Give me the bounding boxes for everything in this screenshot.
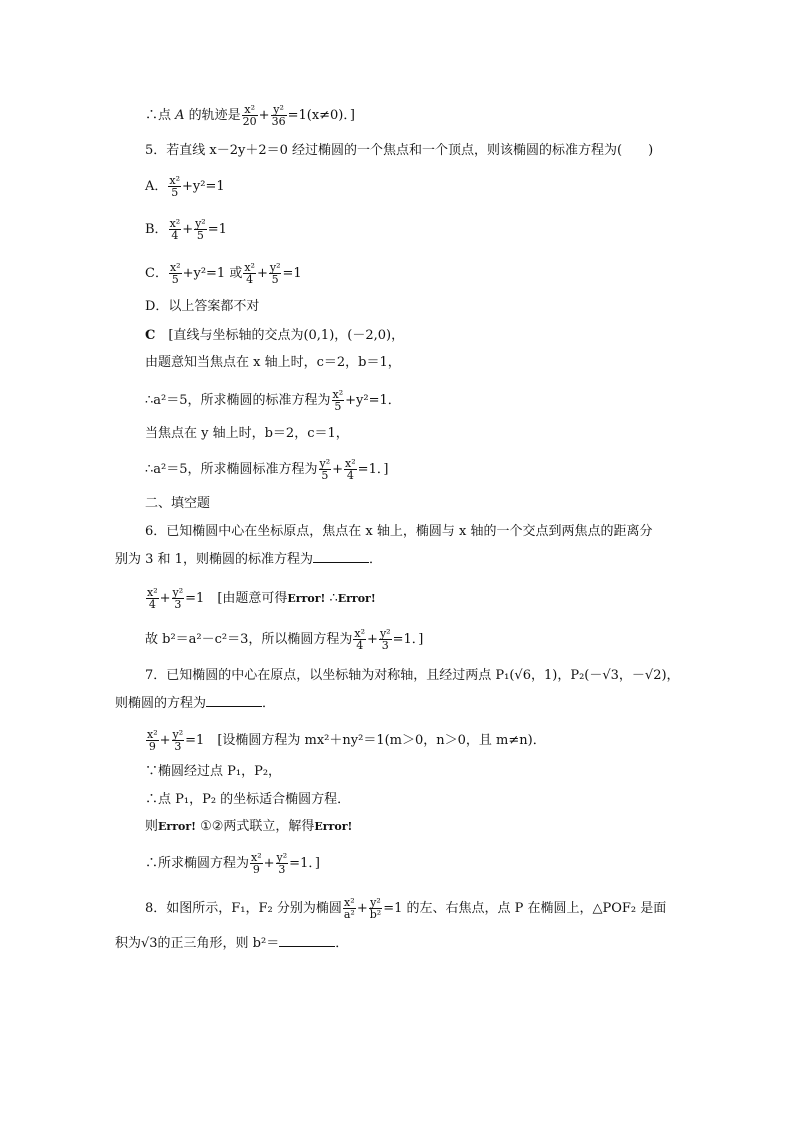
q7-stem-line1: 7．已知椭圆的中心在原点，以坐标轴为对称轴，且经过两点 P₁(√6，1)，P₂(－√3，－√2)， bbox=[145, 668, 680, 683]
q4-solution-end: ∴点 A 的轨迹是 $\frac{\text{x²}}{20}$ + $\frac{\text{y²}}{36}$ =1(x≠0)．] bbox=[145, 103, 355, 128]
q5-option-b: B． $\frac{\text{x²}}{4}$ + $\frac{\text{y²}}{5}$ =1 bbox=[145, 217, 227, 242]
q5-solution-line2: 由题意知当焦点在 x 轴上时，c＝2，b＝1， bbox=[145, 355, 401, 370]
q7-solution-line3: ∴点 P₁，P₂ 的坐标适合椭圆方程． bbox=[145, 792, 351, 807]
q5-solution-line3: ∴a²＝5，所求椭圆的标准方程为 $\frac{\text{x²}}{5}$ +y²=1． bbox=[145, 388, 401, 413]
q5-solution-line5: ∴a²＝5，所求椭圆标准方程为 $\frac{\text{y²}}{5}$ + $\frac{\text{x²}}{4}$ =1．] bbox=[145, 457, 389, 482]
q7-answer: $\frac{\text{x²}}{9}$ + $\frac{\text{y²}}{3}$ =1 [设椭圆方程为 mx²＋ny²＝1(m＞0，n＞0，且 m≠n)． bbox=[147, 728, 546, 753]
q5-option-a: A． $\frac{\text{x²}}{5}$ +y²=1 bbox=[145, 174, 225, 199]
q8-stem-line2: 积为√3的正三角形，则 b²＝ ． bbox=[115, 936, 349, 951]
q5-option-c: C． $\frac{\text{x²}}{5}$ +y²=1 或 $\frac{\text{x²}}{4}$ + $\frac{\text{y²}}{5}$ =1 bbox=[145, 261, 302, 286]
q6-stem-line1: 6．已知椭圆中心在坐标原点，焦点在 x 轴上，椭圆与 x 轴的一个交点到两焦点的距离分 bbox=[145, 524, 653, 539]
q7-solution-line5: ∴所求椭圆方程为 $\frac{\text{x²}}{9}$ + $\frac{\text{y²}}{3}$ =1．] bbox=[145, 851, 320, 876]
answer-blank bbox=[279, 934, 335, 947]
q8-stem-line1: 8．如图所示，F₁，F₂ 分别为椭圆 $\frac{\text{x²}}{\text{a²}}$ + $\frac{\text{y²}}{\text{b²}}$ =1 的左、右焦点，点 P 在椭圆上，△POF₂ 是面 bbox=[145, 896, 667, 921]
q5-stem: 5．若直线 x－2y＋2＝0 经过椭圆的一个焦点和一个顶点，则该椭圆的标准方程为( ) bbox=[145, 143, 654, 158]
q6-answer: $\frac{\text{x²}}{4}$ + $\frac{\text{y²}}{3}$ =1 [由题意可得Error! ∴Error! bbox=[147, 586, 376, 611]
q7-solution-line4: 则Error! ①②两式联立，解得Error! bbox=[145, 819, 353, 834]
q6-stem-line2: 别为 3 和 1，则椭圆的标准方程为 ． bbox=[115, 552, 382, 567]
answer-blank bbox=[206, 694, 262, 707]
q7-solution-line2: ∵椭圆经过点 P₁，P₂， bbox=[145, 764, 282, 779]
fraction: $\frac{\text{x²}}{20}$ bbox=[242, 103, 257, 128]
q5-option-d: D．以上答案都不对 bbox=[145, 299, 260, 314]
q7-stem-line2: 则椭圆的方程为 ． bbox=[115, 696, 276, 711]
section-heading: 二、填空题 bbox=[145, 496, 211, 511]
q5-solution-line4: 当焦点在 y 轴上时，b＝2，c＝1， bbox=[145, 426, 349, 441]
q6-solution-line: 故 b²＝a²－c²＝3，所以椭圆方程为 $\frac{\text{x²}}{4}$ + $\frac{\text{y²}}{3}$ =1．] bbox=[145, 627, 424, 652]
answer-blank bbox=[313, 550, 369, 563]
fraction: $\frac{\text{y²}}{36}$ bbox=[271, 103, 286, 128]
q5-solution-line1: C [直线与坐标轴的交点为(0,1)，(－2,0)， bbox=[145, 328, 405, 343]
